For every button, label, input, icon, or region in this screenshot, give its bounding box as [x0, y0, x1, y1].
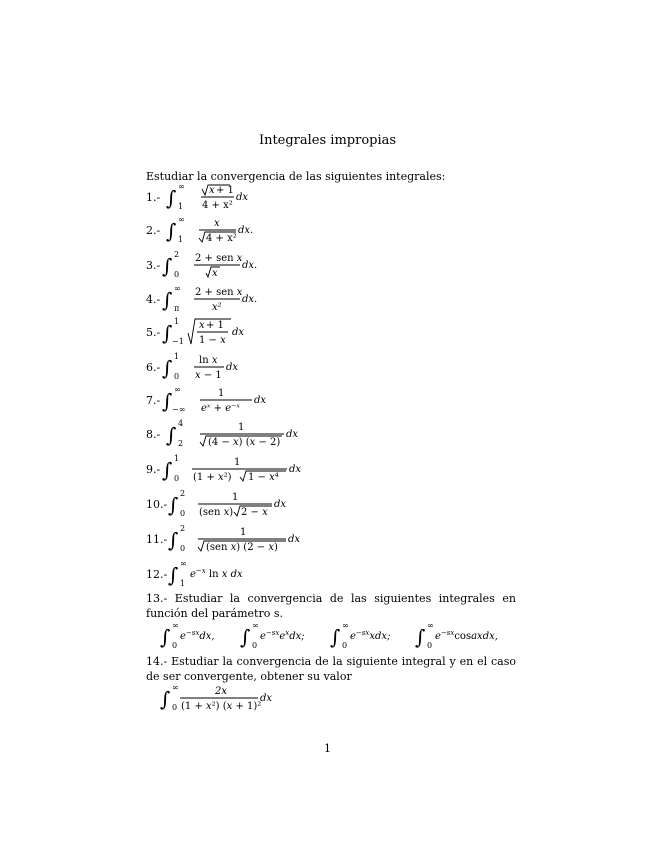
svg-text:dx: dx — [289, 464, 302, 475]
svg-text:+ 1: + 1 — [216, 185, 234, 196]
svg-text:∫: ∫ — [162, 458, 173, 482]
svg-text:1: 1 — [234, 457, 241, 468]
svg-text:1: 1 — [174, 352, 180, 361]
svg-text:0: 0 — [174, 270, 180, 279]
exercise-number: 9.- — [146, 463, 161, 476]
svg-text:−1: −1 — [172, 337, 184, 346]
svg-text:∞: ∞ — [252, 621, 259, 630]
svg-text:0: 0 — [342, 641, 348, 650]
svg-text:2 − x: 2 − x — [241, 507, 268, 518]
exercise-number: 8.- — [146, 428, 161, 441]
svg-text:1: 1 — [232, 492, 239, 503]
integral-formula — [162, 285, 302, 317]
svg-text:∫: ∫ — [168, 563, 179, 587]
svg-text:∫: ∫ — [168, 493, 179, 517]
svg-text:dx: dx — [260, 693, 273, 704]
svg-text:1 − x: 1 − x — [199, 335, 226, 346]
svg-text:dx: dx — [254, 395, 267, 406]
svg-text:∫: ∫ — [160, 625, 171, 649]
integral-1 — [160, 621, 215, 650]
svg-text:1: 1 — [174, 317, 180, 326]
svg-text:∫: ∫ — [166, 219, 177, 243]
svg-text:0: 0 — [180, 509, 186, 518]
svg-text:e−sxxdx;: $e^{-sx}xdx$; — [350, 629, 391, 642]
integral-formula — [160, 684, 320, 716]
integral-formula — [162, 353, 302, 385]
integral-formula — [166, 420, 326, 452]
svg-text:2x: 2x — [215, 686, 228, 697]
svg-text:2 + sen x: 2 + sen x — [195, 287, 243, 298]
exercise-number: 1.- — [146, 191, 161, 204]
integral-formula — [162, 386, 302, 418]
svg-text:∞: ∞ — [342, 621, 349, 630]
svg-text:∫: ∫ — [166, 186, 177, 210]
svg-text:∫: ∫ — [162, 356, 173, 380]
svg-text:∫: ∫ — [162, 254, 173, 278]
svg-text:1 − x⁴: 1 − x⁴ — [248, 472, 279, 483]
svg-text:−∞: −∞ — [172, 405, 186, 414]
svg-text:2: 2 — [180, 489, 186, 498]
svg-text:1: 1 — [180, 579, 186, 588]
svg-text:0: 0 — [427, 641, 433, 650]
intro-text: Estudiar la convergencia de las siguientes integrales: — [146, 170, 446, 183]
svg-text:1: 1 — [238, 422, 245, 433]
svg-text:∫: ∫ — [330, 625, 341, 649]
exercise-number: 10.- — [146, 498, 168, 511]
svg-text:e−sxcosaxdx,: $e^{-sx}cosaxdx$, — [435, 629, 498, 642]
integral-4 — [415, 621, 498, 650]
svg-text:π: π — [174, 304, 180, 313]
svg-text:x: x — [212, 268, 218, 279]
svg-text:∞: ∞ — [172, 621, 179, 630]
exercise-number: 7.- — [146, 394, 161, 407]
svg-text:1: 1 — [178, 235, 184, 244]
svg-text:∫: ∫ — [168, 528, 179, 552]
integral-formula — [162, 251, 302, 283]
svg-text:dx.: dx. — [242, 260, 258, 271]
svg-text:1: 1 — [178, 202, 184, 211]
svg-text:(4 − x) (x − 2): (4 − x) (x − 2) — [208, 437, 281, 448]
svg-text:dx: dx — [286, 429, 299, 440]
svg-text:∫: ∫ — [162, 321, 173, 345]
svg-text:2: 2 — [178, 439, 184, 448]
svg-text:e−sxdx,: $e^{-sx}dx$, — [180, 629, 215, 642]
svg-text:0: 0 — [172, 641, 178, 650]
integral-formula — [166, 216, 306, 248]
exercise-number: 12.- — [146, 568, 168, 581]
integral-3 — [330, 621, 390, 650]
svg-text:0: 0 — [252, 641, 258, 650]
svg-text:1: 1 — [218, 388, 225, 399]
svg-text:dx.: dx. — [238, 225, 254, 236]
integral-row — [160, 622, 520, 654]
svg-text:0: 0 — [174, 372, 180, 381]
svg-text:1: 1 — [174, 454, 180, 463]
svg-text:∞: ∞ — [172, 683, 179, 692]
integral-formula — [166, 183, 306, 215]
exercise-number: 11.- — [146, 533, 168, 546]
svg-text:dx: dx — [288, 534, 301, 545]
svg-text:dx: dx — [232, 327, 245, 338]
svg-text:∞: ∞ — [174, 284, 181, 293]
exercise-number: 5.- — [146, 326, 161, 339]
exercise-14-text — [146, 654, 516, 684]
exercise-number: 13.- — [146, 592, 168, 605]
exercise-number: 14.- — [146, 655, 168, 668]
page-number: 1 — [324, 742, 331, 755]
svg-text:∫: ∫ — [415, 625, 426, 649]
svg-text:x: x — [209, 185, 215, 196]
svg-text:0: 0 — [174, 474, 180, 483]
svg-text:∫: ∫ — [240, 625, 251, 649]
svg-text:e−x ln x dx: $e^{-x}$ ln x dx — [190, 567, 243, 580]
svg-text:eˣ + e⁻ˣ: eˣ + e⁻ˣ — [201, 403, 240, 414]
svg-text:x: x — [199, 320, 205, 331]
svg-text:dx: dx — [274, 499, 287, 510]
page-title: Integrales impropias — [258, 133, 397, 148]
svg-text:∞: ∞ — [174, 385, 181, 394]
exercise-statement: Estudiar la convergencia de la siguiente integral y en el caso de ser convergente, obtener su valor — [146, 655, 516, 683]
svg-text:∫: ∫ — [166, 423, 177, 447]
exercise-statement: Estudiar la convergencia de las siguientes integrales en función del parámetro s. — [146, 592, 516, 620]
svg-text:2 + sen x: 2 + sen x — [195, 253, 243, 264]
svg-text:∫: ∫ — [162, 389, 173, 413]
svg-text:0: 0 — [180, 544, 186, 553]
svg-text:(sen x): (sen x) — [199, 507, 234, 518]
svg-text:∫: ∫ — [162, 288, 173, 312]
svg-text:∞: ∞ — [427, 621, 434, 630]
svg-text:x: x — [214, 218, 220, 229]
exercise-13-text — [146, 591, 516, 621]
svg-text:1: 1 — [240, 527, 247, 538]
svg-text:ln x: ln x — [199, 355, 218, 366]
svg-text:∞: ∞ — [178, 215, 185, 224]
exercise-number: 4.- — [146, 293, 161, 306]
svg-text:0: 0 — [172, 703, 178, 712]
svg-text:4 + x²: 4 + x² — [202, 200, 233, 211]
svg-text:4: 4 — [178, 419, 184, 428]
exercise-number: 3.- — [146, 259, 161, 272]
svg-text:4 + x²: 4 + x² — [206, 233, 237, 244]
svg-text:∞: ∞ — [180, 559, 187, 568]
integral-formula — [162, 318, 302, 350]
svg-text:e−sxexdx;: $e^{-sx}e^xdx$; — [260, 629, 305, 642]
svg-text:dx: dx — [226, 362, 239, 373]
integral-2 — [240, 621, 305, 650]
exercise-number: 6.- — [146, 361, 161, 374]
exercise-number: 2.- — [146, 224, 161, 237]
svg-text:∞: ∞ — [178, 182, 185, 191]
svg-text:(sen x) (2 − x): (sen x) (2 − x) — [206, 542, 278, 553]
integral-formula — [168, 560, 328, 592]
integral-formula — [162, 455, 322, 487]
svg-text:2: 2 — [174, 250, 180, 259]
svg-text:dx.: dx. — [242, 294, 258, 305]
integral-formula — [168, 525, 328, 557]
svg-text:+ 1: + 1 — [206, 320, 224, 331]
svg-text:∫: ∫ — [160, 687, 171, 711]
svg-text:(1 + x²) (x + 1)²: (1 + x²) (x + 1)² — [181, 701, 262, 712]
svg-text:x − 1: x − 1 — [195, 370, 222, 381]
svg-text:dx: dx — [236, 192, 249, 203]
svg-text:2: 2 — [180, 524, 186, 533]
svg-text:x²: x² — [212, 302, 222, 313]
svg-text:(1 + x²): (1 + x²) — [193, 472, 232, 483]
integral-formula — [168, 490, 328, 522]
